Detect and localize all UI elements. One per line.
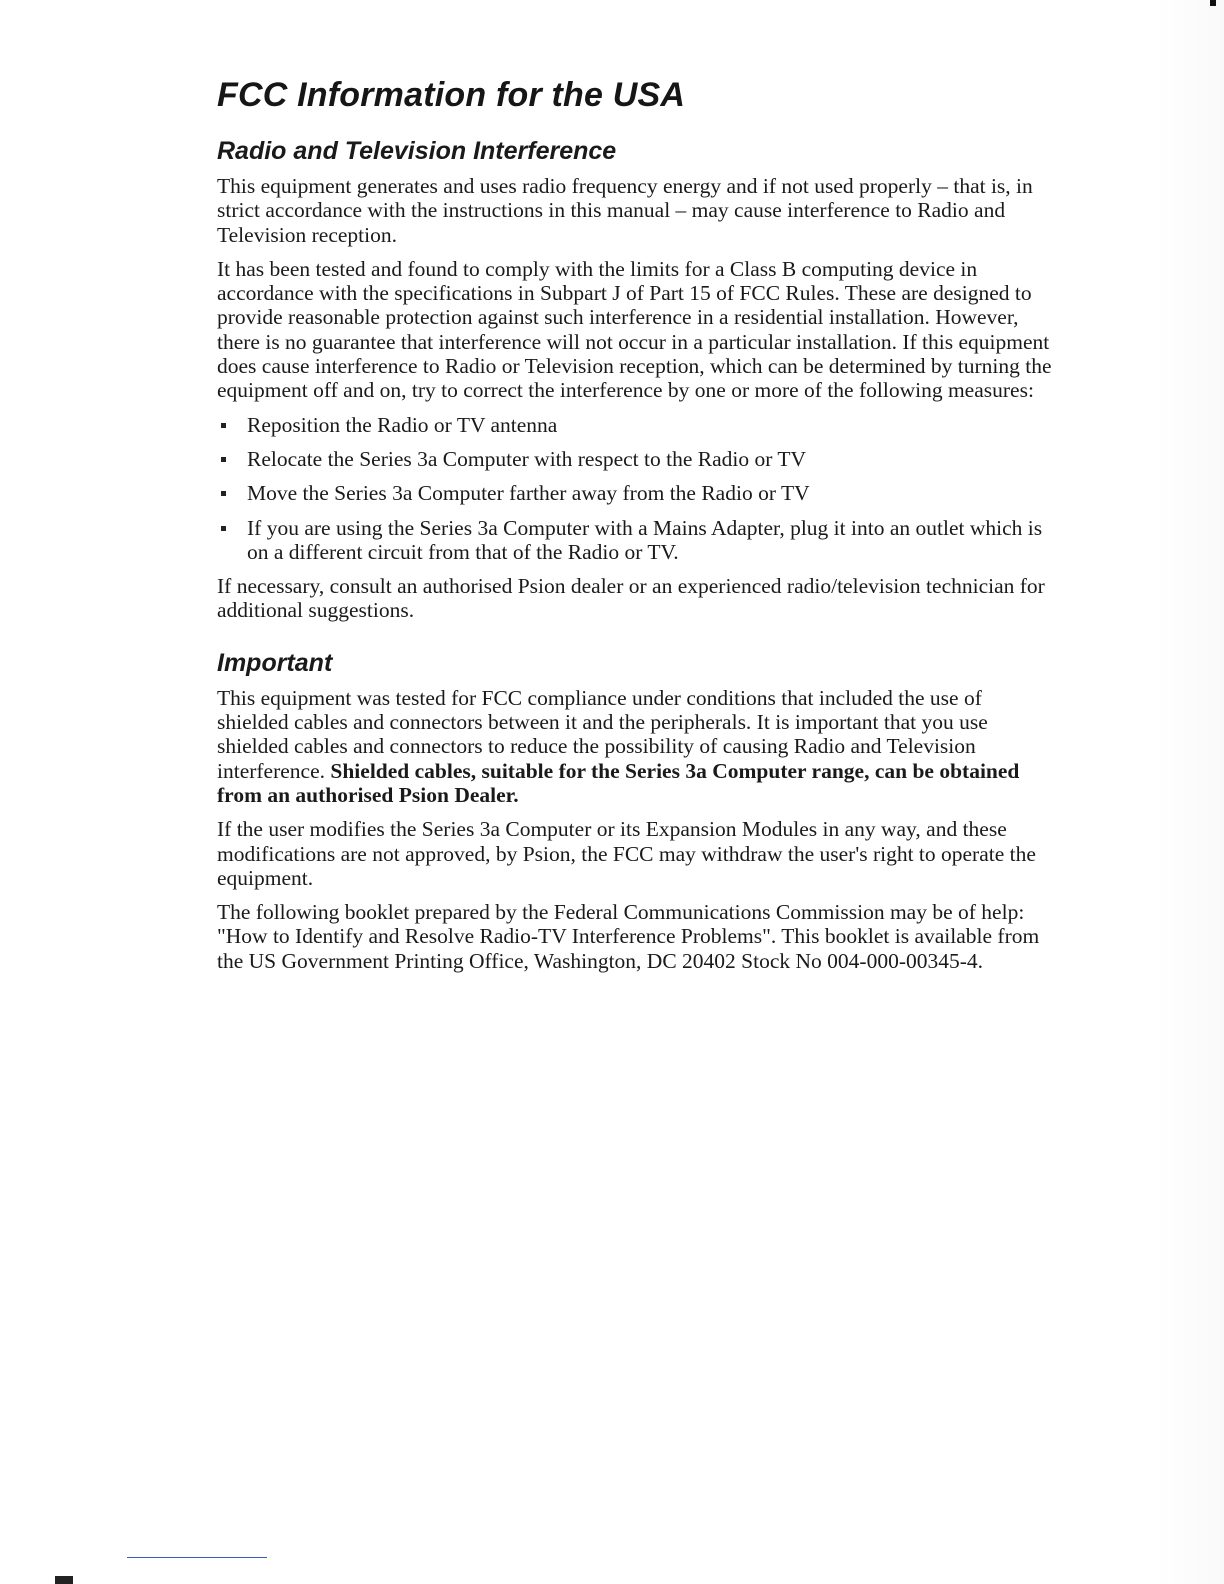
bullet-icon: [221, 423, 226, 428]
paragraph: [217, 686, 1057, 807]
paragraph: If necessary, consult an authorised Psion dealer or an experienced radio/television technician for additional suggestions.: [217, 574, 1045, 623]
paragraph: This equipment generates and uses radio frequency energy and if not used properly – that is, in strict accordance with the instructions in this manual – may cause interference to Radio and Television reception.: [217, 174, 1033, 247]
paragraph-text: This equipment was tested for FCC compliance under conditions that included the use of shielded cables and connectors between it and the peripherals. It is important that you use shielded cables and connectors to reduce the possibility of causing Radio and Television interference.: [217, 685, 988, 783]
page-title: FCC Information for the USA: [217, 76, 686, 114]
document-body: [217, 76, 1057, 983]
paragraph-bold-text: Shielded cables, suitable for the Series 3a Computer range, can be obtained from an authorised Psion Dealer.: [217, 758, 1020, 807]
footer-rule: [127, 1557, 267, 1558]
paragraph: The following booklet prepared by the Federal Communications Commission may be of help: "How to Identify and Resolve Radio-TV Interference Problems". This booklet is available from the US Government Printing Office, Washington, DC 20402 Stock No 004-000-00345-4.: [217, 900, 1040, 973]
bullet-icon: [221, 457, 226, 462]
scan-footer-mark: [55, 1576, 73, 1584]
page-edge-shadow: [1154, 0, 1224, 1584]
list-item-text: If you are using the Series 3a Computer with a Mains Adapter, plug it into an outlet which is on a different circuit from that of the Radio or TV.: [247, 515, 1043, 564]
measures-list: [217, 413, 1057, 564]
list-item-text: Move the Series 3a Computer farther away from the Radio or TV: [247, 481, 810, 506]
scan-corner-mark: [1210, 0, 1216, 6]
section-heading-important: Important: [217, 648, 333, 677]
section-heading-radio-tv: Radio and Television Interference: [217, 137, 617, 165]
list-item-text: Reposition the Radio or TV antenna: [247, 412, 558, 437]
bullet-icon: [221, 491, 226, 496]
list-item: [217, 516, 1057, 565]
list-item: [217, 447, 1057, 471]
paragraph: It has been tested and found to comply with the limits for a Class B computing device in accordance with the specifications in Subpart J of Part 15 of FCC Rules. These are designed to provide reasonable protection against such interference in a residential installation. However, there is no guarantee that interference will not occur in a particular installation. If this equipment does cause interference to Radio or Television reception, which can be determined by turning the equipment off and on, try to correct the interference by one or more of the following measures:: [217, 256, 1052, 403]
bullet-icon: [221, 526, 226, 531]
paragraph: If the user modifies the Series 3a Computer or its Expansion Modules in any way, and these modifications are not approved, by Psion, the FCC may withdraw the user's right to operate the equipment.: [217, 817, 1036, 890]
list-item: [217, 481, 1057, 505]
list-item-text: Relocate the Series 3a Computer with respect to the Radio or TV: [247, 446, 807, 471]
list-item: [217, 413, 1057, 437]
